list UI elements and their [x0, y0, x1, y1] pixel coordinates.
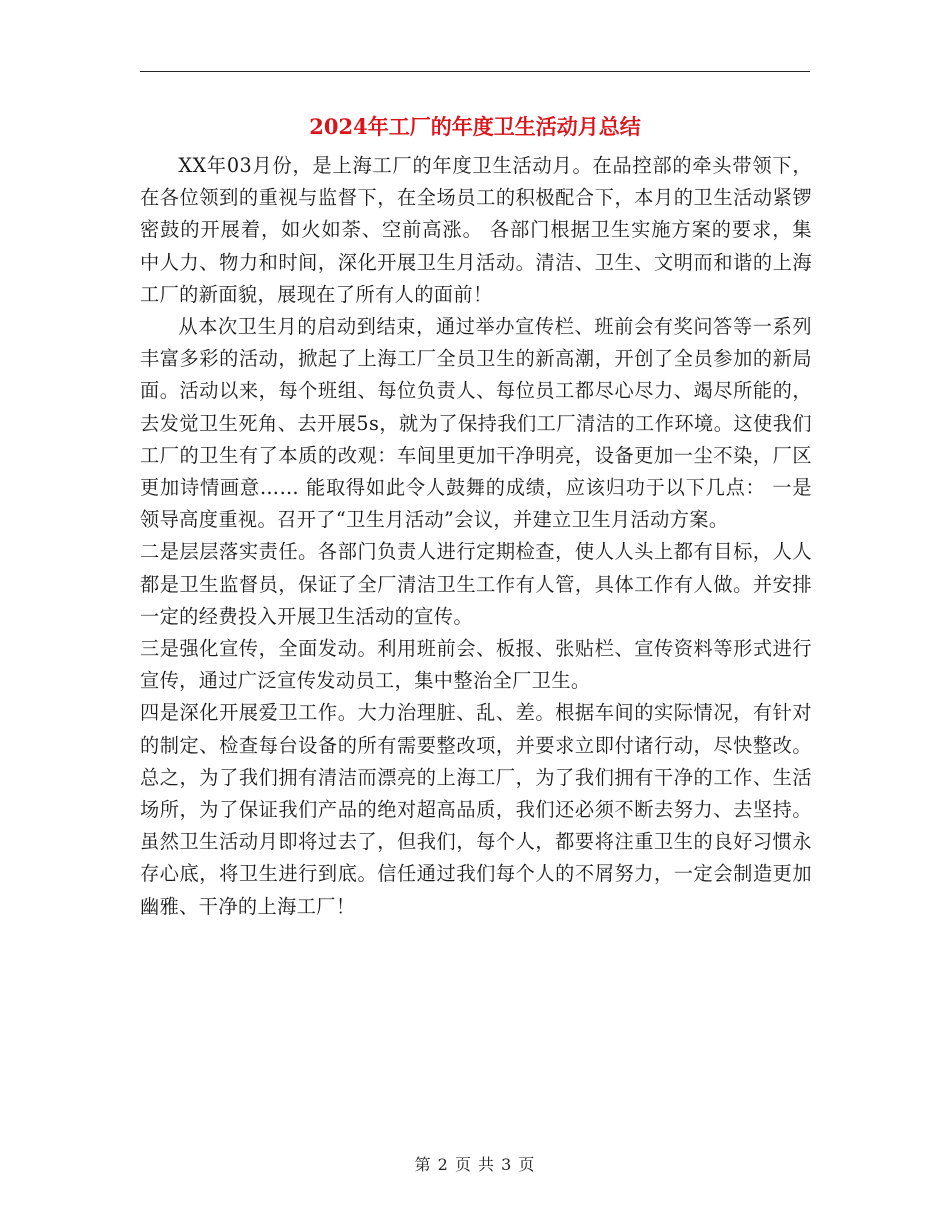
page-number-footer: 第 2 页 共 3 页 — [414, 1155, 536, 1174]
header-rule — [140, 71, 810, 72]
paragraph-activities: 从本次卫生月的启动到结束，通过举办宣传栏、班前会有奖问答等一系列丰富多彩的活动，掀起了上海工厂全员卫生的新高潮，开创了全员参加的新局面。活动以来，每个班组、每位负责人、每位员工都尽心尽力、竭尽所能的，去发觉卫生死角、去开展5s，就为了保持我们工厂清洁的工作环境。这使我们工厂的卫生有了本质的改观：车间里更加干净明亮，设备更加一尘不染，厂区更加诗情画意…… 能取得如此令人鼓舞的成绩，应该归功于以下几点： 一是领导高度重视。召开了“卫生月活动”会议，并建立卫生月活动方案。 — [140, 315, 812, 532]
paragraph-point-three: 三是强化宣传，全面发动。利用班前会、板报、张贴栏、宣传资料等形式进行宣传，通过广泛宣传发动员工，集中整治全厂卫生。 — [140, 637, 812, 693]
paragraph-point-two: 二是层层落实责任。各部门负责人进行定期检查，使人人头上都有目标，人人都是卫生监督员，保证了全厂清洁卫生工作有人管，具体工作有人做。并安排一定的经费投入开展卫生活动的宣传。 — [140, 540, 812, 628]
paragraph-intro: XX年03月份，是上海工厂的年度卫生活动月。在品控部的牵头带领下，在各位领到的重视与监督下，在全场员工的积极配合下，本月的卫生活动紧锣密鼓的开展着，如火如荼、空前高涨。 各部门根据卫生实施方案的要求，集中人力、物力和时间，深化开展卫生月活动。清洁、卫生、文明而和谐的上海工厂的新面貌，展现在了所有人的面前！ — [140, 154, 812, 306]
document-body — [140, 150, 812, 923]
document-title: 2024年工厂的年度卫生活动月总结 — [309, 114, 641, 139]
paragraph-point-four: 四是深化开展爱卫工作。大力治理脏、乱、差。根据车间的实际情况，有针对的制定、检查每台设备的所有需要整改项，并要求立即付诸行动，尽快整改。 总之，为了我们拥有清洁而漂亮的上海工厂，为了我们拥有干净的工作、生活场所，为了保证我们产品的绝对超高品质，我们还必须不断去努力、去坚持。虽然卫生活动月即将过去了，但我们，每个人，都要将注重卫生的良好习惯永存心底，将卫生进行到底。信任通过我们每个人的不屑努力，一定会制造更加幽雅、干净的上海工厂！ — [140, 701, 812, 918]
